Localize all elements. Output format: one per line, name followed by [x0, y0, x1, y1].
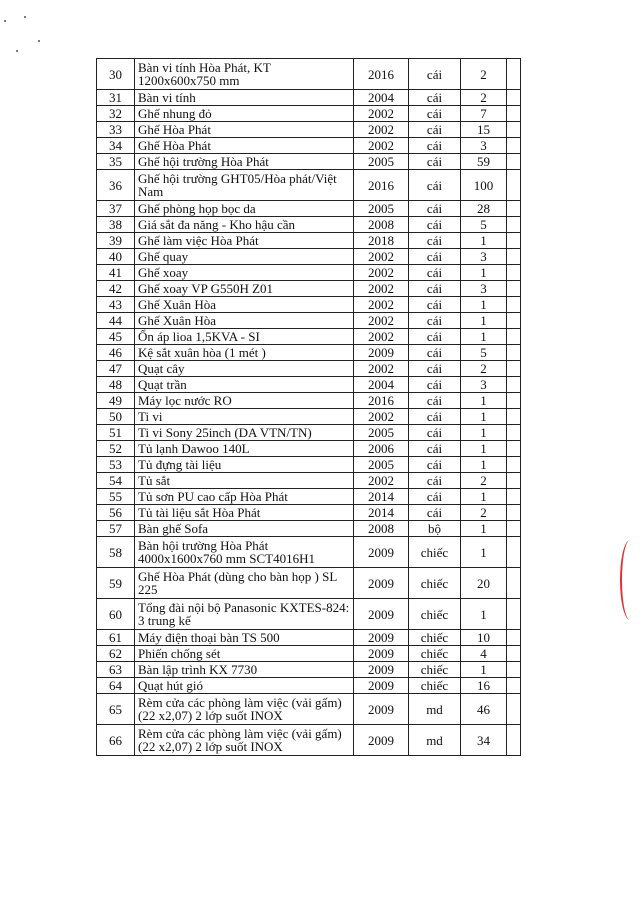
- item-note: [507, 170, 521, 201]
- item-name: Rèm cửa các phòng làm việc (vải gấm) (22 x2,07) 2 lớp suốt INOX: [135, 725, 354, 756]
- item-name: Ghế xoay VP G550H Z01: [135, 281, 354, 297]
- item-quantity: 10: [461, 630, 507, 646]
- item-year: 2002: [354, 313, 409, 329]
- item-quantity: 20: [461, 568, 507, 599]
- table-row: [97, 138, 521, 154]
- table-row: [97, 170, 521, 201]
- table-row: [97, 662, 521, 678]
- row-number: 38: [97, 217, 135, 233]
- row-number: 56: [97, 505, 135, 521]
- row-number: 40: [97, 249, 135, 265]
- item-name: Quạt cây: [135, 361, 354, 377]
- item-year: 2004: [354, 90, 409, 106]
- item-name: Bàn vi tính Hòa Phát, KT 1200x600x750 mm: [135, 59, 354, 90]
- item-unit: cái: [409, 233, 461, 249]
- item-unit: chiếc: [409, 630, 461, 646]
- item-unit: cái: [409, 393, 461, 409]
- item-year: 2002: [354, 329, 409, 345]
- row-number: 44: [97, 313, 135, 329]
- item-note: [507, 473, 521, 489]
- item-quantity: 1: [461, 297, 507, 313]
- item-name: Bàn vi tính: [135, 90, 354, 106]
- table-row: [97, 457, 521, 473]
- item-name: Tổng đài nội bộ Panasonic KXTES-824: 3 trung kế: [135, 599, 354, 630]
- item-year: 2005: [354, 154, 409, 170]
- item-year: 2002: [354, 297, 409, 313]
- table-row: [97, 678, 521, 694]
- item-name: Ghế làm việc Hòa Phát: [135, 233, 354, 249]
- item-name: Ghế nhung đỏ: [135, 106, 354, 122]
- item-quantity: 5: [461, 217, 507, 233]
- item-name: Ghế quay: [135, 249, 354, 265]
- item-year: 2002: [354, 281, 409, 297]
- item-year: 2016: [354, 59, 409, 90]
- item-quantity: 5: [461, 345, 507, 361]
- item-note: [507, 329, 521, 345]
- item-name: Tủ tài liệu sắt Hòa Phát: [135, 505, 354, 521]
- item-quantity: 1: [461, 409, 507, 425]
- item-year: 2016: [354, 393, 409, 409]
- item-quantity: 3: [461, 138, 507, 154]
- item-name: Quạt trần: [135, 377, 354, 393]
- table-row: [97, 59, 521, 90]
- item-note: [507, 678, 521, 694]
- item-name: Giá sắt đa năng - Kho hậu cần: [135, 217, 354, 233]
- table-row: [97, 630, 521, 646]
- item-note: [507, 106, 521, 122]
- item-quantity: 1: [461, 233, 507, 249]
- table-row: [97, 646, 521, 662]
- table-row: [97, 505, 521, 521]
- item-year: 2008: [354, 521, 409, 537]
- table-row: [97, 329, 521, 345]
- item-quantity: 1: [461, 537, 507, 568]
- item-year: 2018: [354, 233, 409, 249]
- item-note: [507, 599, 521, 630]
- item-year: 2009: [354, 568, 409, 599]
- item-note: [507, 537, 521, 568]
- item-note: [507, 249, 521, 265]
- row-number: 55: [97, 489, 135, 505]
- item-quantity: 1: [461, 441, 507, 457]
- row-number: 39: [97, 233, 135, 249]
- item-quantity: 2: [461, 59, 507, 90]
- item-unit: cái: [409, 106, 461, 122]
- item-quantity: 46: [461, 694, 507, 725]
- item-note: [507, 361, 521, 377]
- item-unit: cái: [409, 154, 461, 170]
- item-quantity: 59: [461, 154, 507, 170]
- row-number: 49: [97, 393, 135, 409]
- table-row: [97, 345, 521, 361]
- item-quantity: 1: [461, 489, 507, 505]
- item-year: 2002: [354, 473, 409, 489]
- table-row: [97, 568, 521, 599]
- item-year: 2009: [354, 725, 409, 756]
- row-number: 63: [97, 662, 135, 678]
- row-number: 66: [97, 725, 135, 756]
- row-number: 33: [97, 122, 135, 138]
- item-year: 2009: [354, 646, 409, 662]
- item-unit: cái: [409, 505, 461, 521]
- item-year: 2002: [354, 138, 409, 154]
- row-number: 41: [97, 265, 135, 281]
- row-number: 54: [97, 473, 135, 489]
- item-year: 2008: [354, 217, 409, 233]
- item-unit: cái: [409, 377, 461, 393]
- item-note: [507, 233, 521, 249]
- table-row: [97, 201, 521, 217]
- item-name: Ghế Hòa Phát: [135, 138, 354, 154]
- item-note: [507, 505, 521, 521]
- item-note: [507, 313, 521, 329]
- item-name: Ghế Hòa Phát: [135, 122, 354, 138]
- row-number: 64: [97, 678, 135, 694]
- item-year: 2002: [354, 122, 409, 138]
- item-year: 2005: [354, 201, 409, 217]
- table-row: [97, 537, 521, 568]
- item-name: Ghế Xuân Hòa: [135, 297, 354, 313]
- table-row: [97, 361, 521, 377]
- item-name: Ghế xoay: [135, 265, 354, 281]
- scan-speck: [16, 50, 18, 52]
- item-unit: chiếc: [409, 678, 461, 694]
- item-quantity: 2: [461, 505, 507, 521]
- item-year: 2002: [354, 249, 409, 265]
- item-year: 2002: [354, 265, 409, 281]
- row-number: 43: [97, 297, 135, 313]
- item-name: Tủ đựng tài liệu: [135, 457, 354, 473]
- item-quantity: 34: [461, 725, 507, 756]
- item-name: Tủ sơn PU cao cấp Hòa Phát: [135, 489, 354, 505]
- item-year: 2009: [354, 694, 409, 725]
- item-name: Ghế phòng họp bọc da: [135, 201, 354, 217]
- item-quantity: 16: [461, 678, 507, 694]
- item-name: Ghế Hòa Phát (dùng cho bàn họp ) SL 225: [135, 568, 354, 599]
- item-note: [507, 138, 521, 154]
- item-note: [507, 409, 521, 425]
- table-row: [97, 725, 521, 756]
- item-unit: chiếc: [409, 662, 461, 678]
- item-name: Rèm cửa các phòng làm việc (vải gấm) (22 x2,07) 2 lớp suốt INOX: [135, 694, 354, 725]
- item-name: Máy điện thoại bàn TS 500: [135, 630, 354, 646]
- item-unit: cái: [409, 361, 461, 377]
- item-quantity: 1: [461, 393, 507, 409]
- row-number: 45: [97, 329, 135, 345]
- row-number: 53: [97, 457, 135, 473]
- item-quantity: 3: [461, 281, 507, 297]
- item-year: 2014: [354, 505, 409, 521]
- item-year: 2009: [354, 345, 409, 361]
- item-note: [507, 441, 521, 457]
- item-quantity: 1: [461, 662, 507, 678]
- scan-speck: [24, 16, 26, 18]
- table-row: [97, 90, 521, 106]
- table-row: [97, 409, 521, 425]
- item-note: [507, 489, 521, 505]
- item-quantity: 7: [461, 106, 507, 122]
- item-quantity: 15: [461, 122, 507, 138]
- item-quantity: 2: [461, 361, 507, 377]
- item-note: [507, 90, 521, 106]
- row-number: 32: [97, 106, 135, 122]
- inventory-table: [96, 58, 521, 756]
- row-number: 31: [97, 90, 135, 106]
- row-number: 30: [97, 59, 135, 90]
- item-year: 2002: [354, 106, 409, 122]
- row-number: 47: [97, 361, 135, 377]
- row-number: 36: [97, 170, 135, 201]
- item-unit: cái: [409, 122, 461, 138]
- scan-speck: [38, 40, 40, 42]
- item-note: [507, 59, 521, 90]
- item-quantity: 2: [461, 473, 507, 489]
- item-unit: cái: [409, 329, 461, 345]
- row-number: 50: [97, 409, 135, 425]
- item-name: Ti vi Sony 25inch (DA VTN/TN): [135, 425, 354, 441]
- item-unit: cái: [409, 90, 461, 106]
- item-unit: chiếc: [409, 646, 461, 662]
- item-note: [507, 265, 521, 281]
- row-number: 60: [97, 599, 135, 630]
- item-unit: chiếc: [409, 599, 461, 630]
- item-note: [507, 630, 521, 646]
- row-number: 59: [97, 568, 135, 599]
- item-note: [507, 297, 521, 313]
- item-note: [507, 377, 521, 393]
- row-number: 35: [97, 154, 135, 170]
- item-quantity: 1: [461, 521, 507, 537]
- item-year: 2002: [354, 409, 409, 425]
- row-number: 42: [97, 281, 135, 297]
- item-unit: cái: [409, 138, 461, 154]
- item-note: [507, 568, 521, 599]
- stamp-edge-mark: [620, 540, 640, 620]
- item-unit: chiếc: [409, 537, 461, 568]
- item-unit: cái: [409, 441, 461, 457]
- item-unit: cái: [409, 170, 461, 201]
- row-number: 51: [97, 425, 135, 441]
- item-quantity: 1: [461, 599, 507, 630]
- item-unit: cái: [409, 409, 461, 425]
- item-note: [507, 154, 521, 170]
- item-note: [507, 521, 521, 537]
- item-year: 2016: [354, 170, 409, 201]
- item-name: Quạt hút gió: [135, 678, 354, 694]
- table-row: [97, 441, 521, 457]
- item-name: Ghế hội trường Hòa Phát: [135, 154, 354, 170]
- row-number: 65: [97, 694, 135, 725]
- item-unit: md: [409, 694, 461, 725]
- item-quantity: 28: [461, 201, 507, 217]
- table-row: [97, 281, 521, 297]
- row-number: 46: [97, 345, 135, 361]
- item-unit: bộ: [409, 521, 461, 537]
- table-row: [97, 154, 521, 170]
- item-note: [507, 662, 521, 678]
- table-row: [97, 233, 521, 249]
- item-unit: cái: [409, 217, 461, 233]
- item-note: [507, 345, 521, 361]
- item-note: [507, 457, 521, 473]
- item-unit: chiếc: [409, 568, 461, 599]
- item-unit: cái: [409, 489, 461, 505]
- item-unit: md: [409, 725, 461, 756]
- item-quantity: 1: [461, 457, 507, 473]
- item-quantity: 3: [461, 249, 507, 265]
- item-year: 2009: [354, 599, 409, 630]
- item-note: [507, 217, 521, 233]
- item-year: 2014: [354, 489, 409, 505]
- item-name: Kệ sắt xuân hòa (1 mét ): [135, 345, 354, 361]
- table-row: [97, 425, 521, 441]
- item-name: Bàn ghế Sofa: [135, 521, 354, 537]
- item-note: [507, 122, 521, 138]
- row-number: 61: [97, 630, 135, 646]
- item-name: Phiến chống sét: [135, 646, 354, 662]
- table-row: [97, 265, 521, 281]
- item-name: Tủ sắt: [135, 473, 354, 489]
- item-quantity: 1: [461, 329, 507, 345]
- item-quantity: 1: [461, 313, 507, 329]
- row-number: 34: [97, 138, 135, 154]
- table-row: [97, 393, 521, 409]
- item-year: 2002: [354, 361, 409, 377]
- item-name: Bàn hội trường Hòa Phát 4000x1600x760 mm SCT4016H1: [135, 537, 354, 568]
- item-year: 2009: [354, 537, 409, 568]
- row-number: 37: [97, 201, 135, 217]
- item-quantity: 100: [461, 170, 507, 201]
- table-row: [97, 694, 521, 725]
- item-note: [507, 694, 521, 725]
- item-name: Bàn lập trình KX 7730: [135, 662, 354, 678]
- item-year: 2009: [354, 678, 409, 694]
- table-row: [97, 106, 521, 122]
- item-note: [507, 725, 521, 756]
- table-row: [97, 217, 521, 233]
- table-row: [97, 489, 521, 505]
- item-name: Ghế hội trường GHT05/Hòa phát/Việt Nam: [135, 170, 354, 201]
- item-unit: cái: [409, 473, 461, 489]
- item-unit: cái: [409, 297, 461, 313]
- item-year: 2004: [354, 377, 409, 393]
- row-number: 52: [97, 441, 135, 457]
- table-row: [97, 313, 521, 329]
- item-unit: cái: [409, 345, 461, 361]
- table-row: [97, 599, 521, 630]
- row-number: 62: [97, 646, 135, 662]
- scan-speck: [4, 20, 6, 22]
- item-year: 2005: [354, 457, 409, 473]
- item-note: [507, 281, 521, 297]
- item-unit: cái: [409, 249, 461, 265]
- table-row: [97, 249, 521, 265]
- table-row: [97, 473, 521, 489]
- table-row: [97, 297, 521, 313]
- item-name: Tủ lạnh Dawoo 140L: [135, 441, 354, 457]
- table-row: [97, 122, 521, 138]
- row-number: 48: [97, 377, 135, 393]
- item-quantity: 2: [461, 90, 507, 106]
- item-year: 2009: [354, 662, 409, 678]
- item-name: Máy lọc nước RO: [135, 393, 354, 409]
- item-unit: cái: [409, 201, 461, 217]
- item-name: Ổn áp lioa 1,5KVA - SI: [135, 329, 354, 345]
- table-row: [97, 377, 521, 393]
- item-year: 2009: [354, 630, 409, 646]
- item-name: Ghế Xuân Hòa: [135, 313, 354, 329]
- item-note: [507, 201, 521, 217]
- row-number: 58: [97, 537, 135, 568]
- item-note: [507, 393, 521, 409]
- item-quantity: 1: [461, 265, 507, 281]
- item-name: Ti vi: [135, 409, 354, 425]
- item-unit: cái: [409, 265, 461, 281]
- item-quantity: 3: [461, 377, 507, 393]
- item-year: 2006: [354, 441, 409, 457]
- item-quantity: 4: [461, 646, 507, 662]
- item-quantity: 1: [461, 425, 507, 441]
- inventory-table-body: [97, 59, 521, 756]
- item-unit: cái: [409, 313, 461, 329]
- item-note: [507, 425, 521, 441]
- item-unit: cái: [409, 425, 461, 441]
- item-unit: cái: [409, 59, 461, 90]
- item-note: [507, 646, 521, 662]
- table-row: [97, 521, 521, 537]
- item-unit: cái: [409, 457, 461, 473]
- item-year: 2005: [354, 425, 409, 441]
- item-unit: cái: [409, 281, 461, 297]
- row-number: 57: [97, 521, 135, 537]
